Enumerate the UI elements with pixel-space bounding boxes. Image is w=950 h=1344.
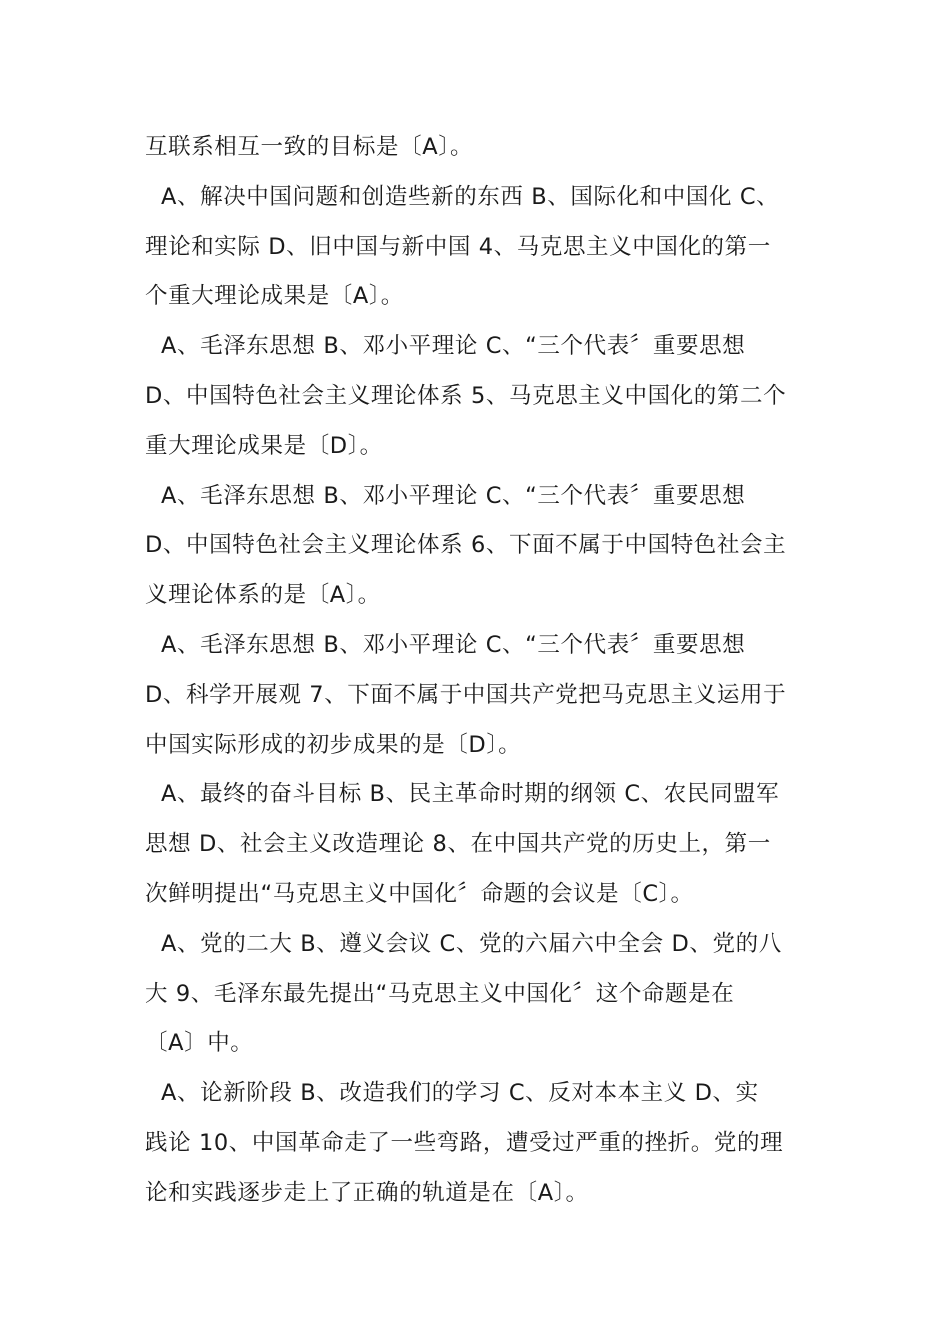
document-line: 大 9、毛泽东最先提出“马克思主义中国化〞这个命题是在 xyxy=(145,980,735,1007)
document-line: A、毛泽东思想 B、邓小平理论 C、“三个代表〞重要思想 xyxy=(161,333,746,360)
document-line: D、中国特色社会主义理论体系 5、马克思主义中国化的第二个 xyxy=(145,382,787,409)
document-line: 论和实践逐步走上了正确的轨道是在〔A〕。 xyxy=(145,1179,589,1206)
document-line: 互联系相互一致的目标是〔A〕。 xyxy=(145,134,474,160)
document-line: D、中国特色社会主义理论体系 6、下面不属于中国特色社会主 xyxy=(145,532,787,559)
document-line: 义理论体系的是〔A〕。 xyxy=(145,582,381,609)
document-line: A、党的二大 B、遵义会议 C、党的六届六中全会 D、党的八 xyxy=(161,930,782,957)
document-line: 〔A〕中。 xyxy=(145,1030,254,1057)
document-line: D、科学开展观 7、下面不属于中国共产党把马克思主义运用于 xyxy=(145,681,787,708)
document-line: A、论新阶段 B、改造我们的学习 C、反对本本主义 D、实 xyxy=(161,1080,759,1107)
document-line: 重大理论成果是〔D〕。 xyxy=(145,432,383,459)
document-line: A、毛泽东思想 B、邓小平理论 C、“三个代表〞重要思想 xyxy=(161,631,746,658)
document-line: A、最终的奋斗目标 B、民主革命时期的纲领 C、农民同盟军 xyxy=(161,781,780,808)
document-line: 理论和实际 D、旧中国与新中国 4、马克思主义中国化的第一 xyxy=(145,233,771,260)
document-line: 思想 D、社会主义改造理论 8、在中国共产党的历史上，第一 xyxy=(145,831,771,858)
document-line: 践论 10、中国革命走了一些弯路，遭受过严重的挫折。党的理 xyxy=(145,1129,784,1156)
document-line: 次鲜明提出“马克思主义中国化〞命题的会议是〔C〕。 xyxy=(145,880,694,907)
document-line: A、解决中国问题和创造些新的东西 B、国际化和中国化 C、 xyxy=(161,183,780,210)
document-line: A、毛泽东思想 B、邓小平理论 C、“三个代表〞重要思想 xyxy=(161,482,746,509)
document-line: 个重大理论成果是〔A〕。 xyxy=(145,283,404,310)
document-body xyxy=(145,123,815,1219)
document-line: 中国实际形成的初步成果的是〔D〕。 xyxy=(145,731,522,758)
